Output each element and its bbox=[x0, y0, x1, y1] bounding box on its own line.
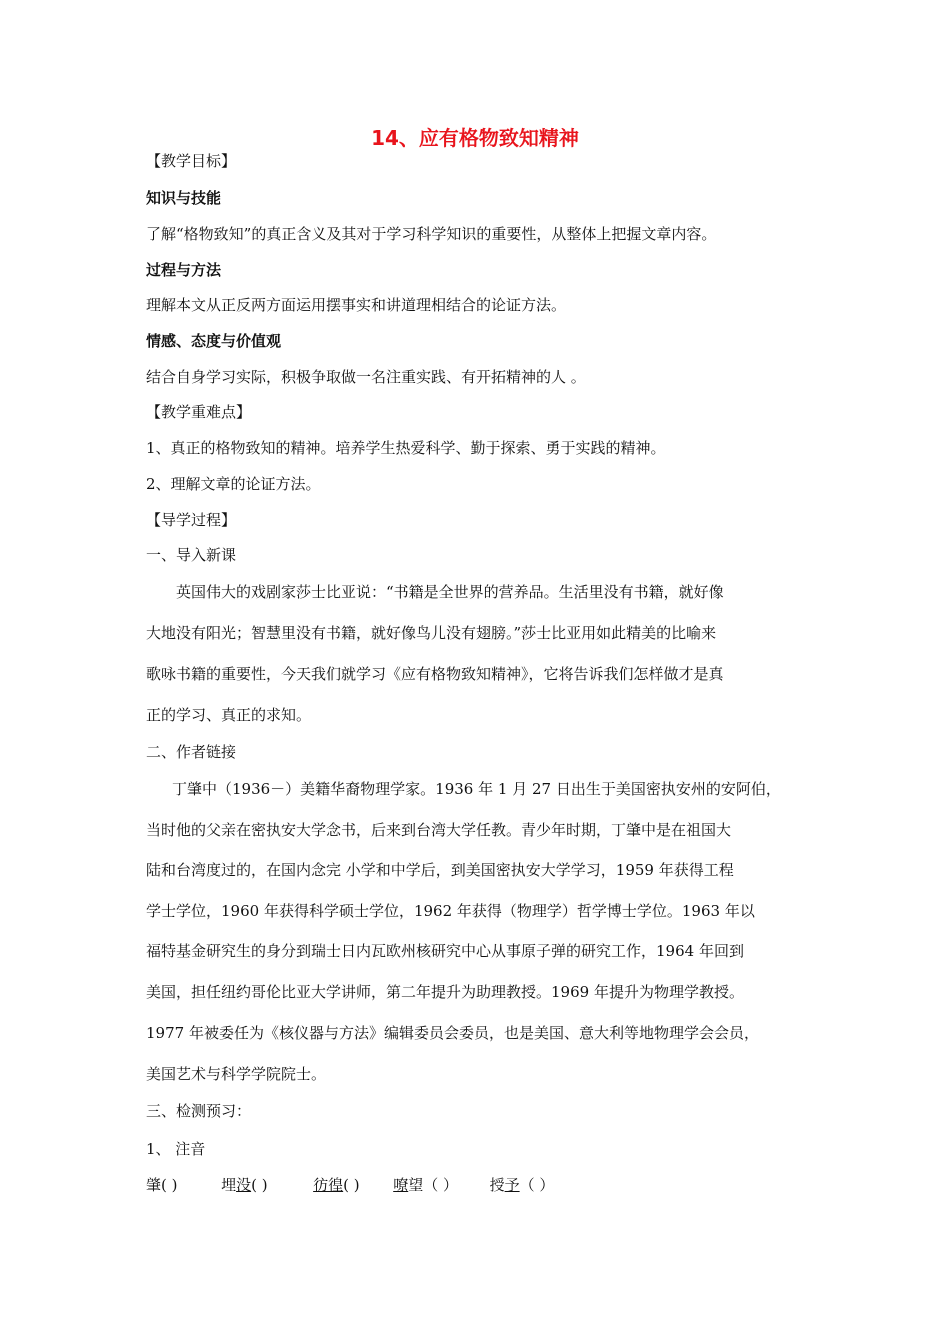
author-header: 二、作者链接 bbox=[146, 743, 237, 761]
document-title: 14、应有格物致知精神 bbox=[371, 126, 579, 150]
author-paragraph-line: 丁肇中（1936－）美籍华裔物理学家。1936 年 1 月 27 日出生于美国密执安州的安阿伯， bbox=[172, 780, 781, 798]
pinyin-item: 肇( ) bbox=[146, 1176, 178, 1194]
author-paragraph-line: 当时他的父亲在密执安大学念书，后来到台湾大学任教。青少年时期，丁肇中是在祖国大 bbox=[146, 821, 732, 839]
intro-paragraph-line: 大地没有阳光；智慧里没有书籍，就好像鸟儿没有翅膀。”莎士比亚用如此精美的比喻来 bbox=[146, 624, 717, 642]
guide-header: 【导学过程】 bbox=[146, 511, 237, 529]
intro-header: 一、导入新课 bbox=[146, 546, 237, 564]
knowledge-header: 知识与技能 bbox=[146, 189, 222, 207]
process-text: 理解本文从正反两方面运用摆事实和讲道理相结合的论证方法。 bbox=[146, 296, 567, 314]
key-header: 【教学重难点】 bbox=[146, 403, 252, 421]
author-paragraph-line: 1977 年被委任为《核仪器与方法》编辑委员会委员，也是美国、意大利等地物理学会会员， bbox=[146, 1024, 759, 1042]
author-paragraph-line: 学士学位，1960 年获得科学硕士学位，1962 年获得（物理学）哲学博士学位。1963 年以 bbox=[146, 902, 755, 920]
process-header: 过程与方法 bbox=[146, 261, 222, 279]
knowledge-text: 了解“格物致知”的真正含义及其对于学习科学知识的重要性，从整体上把握文章内容。 bbox=[146, 225, 717, 243]
author-paragraph-line: 美国，担任纽约哥伦比亚大学讲师，第二年提升为助理教授。1969 年提升为物理学教授。 bbox=[146, 983, 744, 1001]
emotion-text: 结合自身学习实际，积极争取做一名注重实践、有开拓精神的人 。 bbox=[146, 368, 586, 386]
author-paragraph-line: 陆和台湾度过的，在国内念完 小学和中学后，到美国密执安大学学习，1959 年获得工程 bbox=[146, 861, 734, 879]
intro-paragraph-line: 正的学习、真正的求知。 bbox=[146, 706, 312, 724]
intro-paragraph-line: 歌咏书籍的重要性，今天我们就学习《应有格物致知精神》，它将告诉我们怎样做才是真 bbox=[146, 665, 724, 683]
intro-paragraph-line: 英国伟大的戏剧家莎士比亚说：“书籍是全世界的营养品。生活里没有书籍，就好像 bbox=[176, 583, 724, 601]
author-paragraph-line: 美国艺术与科学学院院士。 bbox=[146, 1065, 327, 1083]
key-point-2: 2、理解文章的论证方法。 bbox=[146, 475, 321, 493]
pinyin-header: 1、 注音 bbox=[146, 1140, 206, 1158]
key-point-1: 1、真正的格物致知的精神。培养学生热爱科学、勤于探索、勇于实践的精神。 bbox=[146, 439, 666, 457]
author-paragraph-line: 福特基金研究生的身分到瑞士日内瓦欧州核研究中心从事原子弹的研究工作，1964 年回到 bbox=[146, 942, 744, 960]
pinyin-exercise-row bbox=[146, 1175, 554, 1195]
pinyin-item: 嘹望（ ） bbox=[393, 1176, 459, 1194]
preview-header: 三、检测预习： bbox=[146, 1102, 252, 1120]
emotion-header: 情感、态度与价值观 bbox=[146, 332, 282, 350]
pinyin-item: 彷徨( ) bbox=[313, 1176, 360, 1194]
pinyin-item: 埋没( ) bbox=[221, 1176, 268, 1194]
goals-header: 【教学目标】 bbox=[146, 152, 237, 170]
pinyin-item: 授予（ ） bbox=[489, 1176, 555, 1194]
